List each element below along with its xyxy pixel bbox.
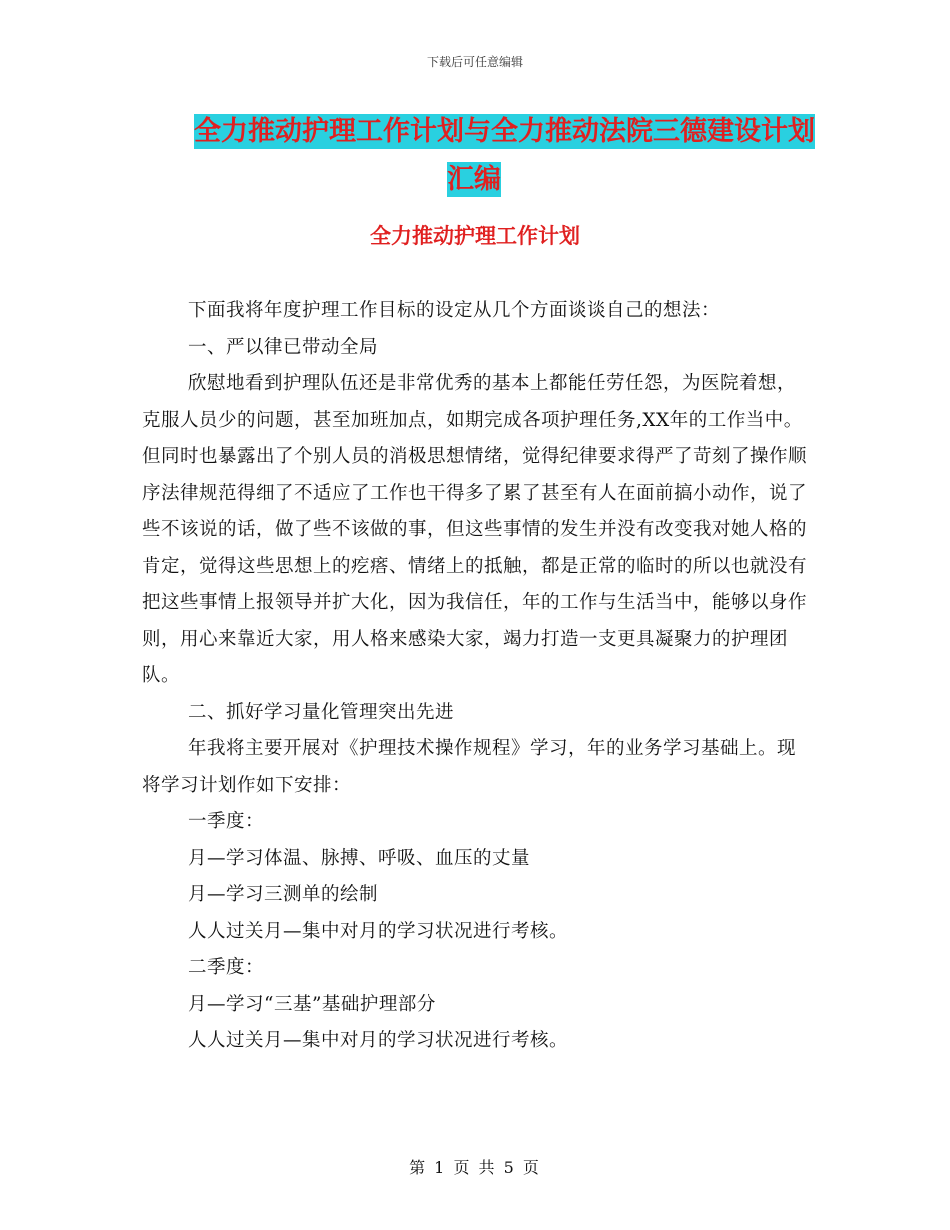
paragraph: 人人过关月—集中对月的学习状况进行考核。 xyxy=(188,1030,569,1051)
paragraph: 年我将主要开展对《护理技术操作规程》学习，年的业务学习基础上。现将学习计划作如下安排： xyxy=(142,738,797,796)
page-footer: 第 1 页 共 5 页 xyxy=(409,1158,541,1177)
section-title: 全力推动护理工作计划 xyxy=(370,224,580,248)
paragraph: 二季度： xyxy=(188,957,265,978)
body-text xyxy=(142,293,812,1060)
title-line-1: 全力推动护理工作计划与全力推动法院三德建设计划 xyxy=(194,116,815,147)
paragraph: 月—学习三测单的绘制 xyxy=(188,884,379,905)
paragraph: 一、严以律已带动全局 xyxy=(188,336,379,358)
header-note: 下载后可任意编辑 xyxy=(426,55,523,69)
paragraph: 欣慰地看到护理队伍还是非常优秀的基本上都能任劳任怨，为医院着想，克服人员少的问题，甚至加班加点，如期完成各项护理任务,XX年的工作当中。但同时也暴露出了个别人员的消极思想情绪，觉得纪律要求得严了苛刻了操作顺序法律规范得细了不适应了工作也干得多了累了甚至有人在面前搞小动作，说了些不该说的话，做了些不该做的事，但这些事情的发生并没有改变我对她人格的肯定，觉得这些思想上的疙瘩、情绪上的抵触，都是正常的临时的所以也就没有把这些事情上报领导并扩大化，因为我信任，年的工作与生活当中，能够以身作则，用心来靠近大家，用人格来感染大家，竭力打造一支更具凝聚力的护理团队。 xyxy=(142,373,808,686)
paragraph: 月—学习“三基”基础护理部分 xyxy=(188,993,436,1015)
paragraph: 二、抓好学习量化管理突出先进 xyxy=(188,701,455,723)
title-line-2: 汇编 xyxy=(447,164,501,195)
paragraph: 一季度： xyxy=(188,811,265,832)
document-title xyxy=(150,108,840,204)
paragraph: 月—学习体温、脉搏、呼吸、血压的丈量 xyxy=(188,847,531,869)
paragraph: 下面我将年度护理工作目标的设定从几个方面谈谈自己的想法： xyxy=(188,300,721,321)
paragraph: 人人过关月—集中对月的学习状况进行考核。 xyxy=(188,920,569,942)
